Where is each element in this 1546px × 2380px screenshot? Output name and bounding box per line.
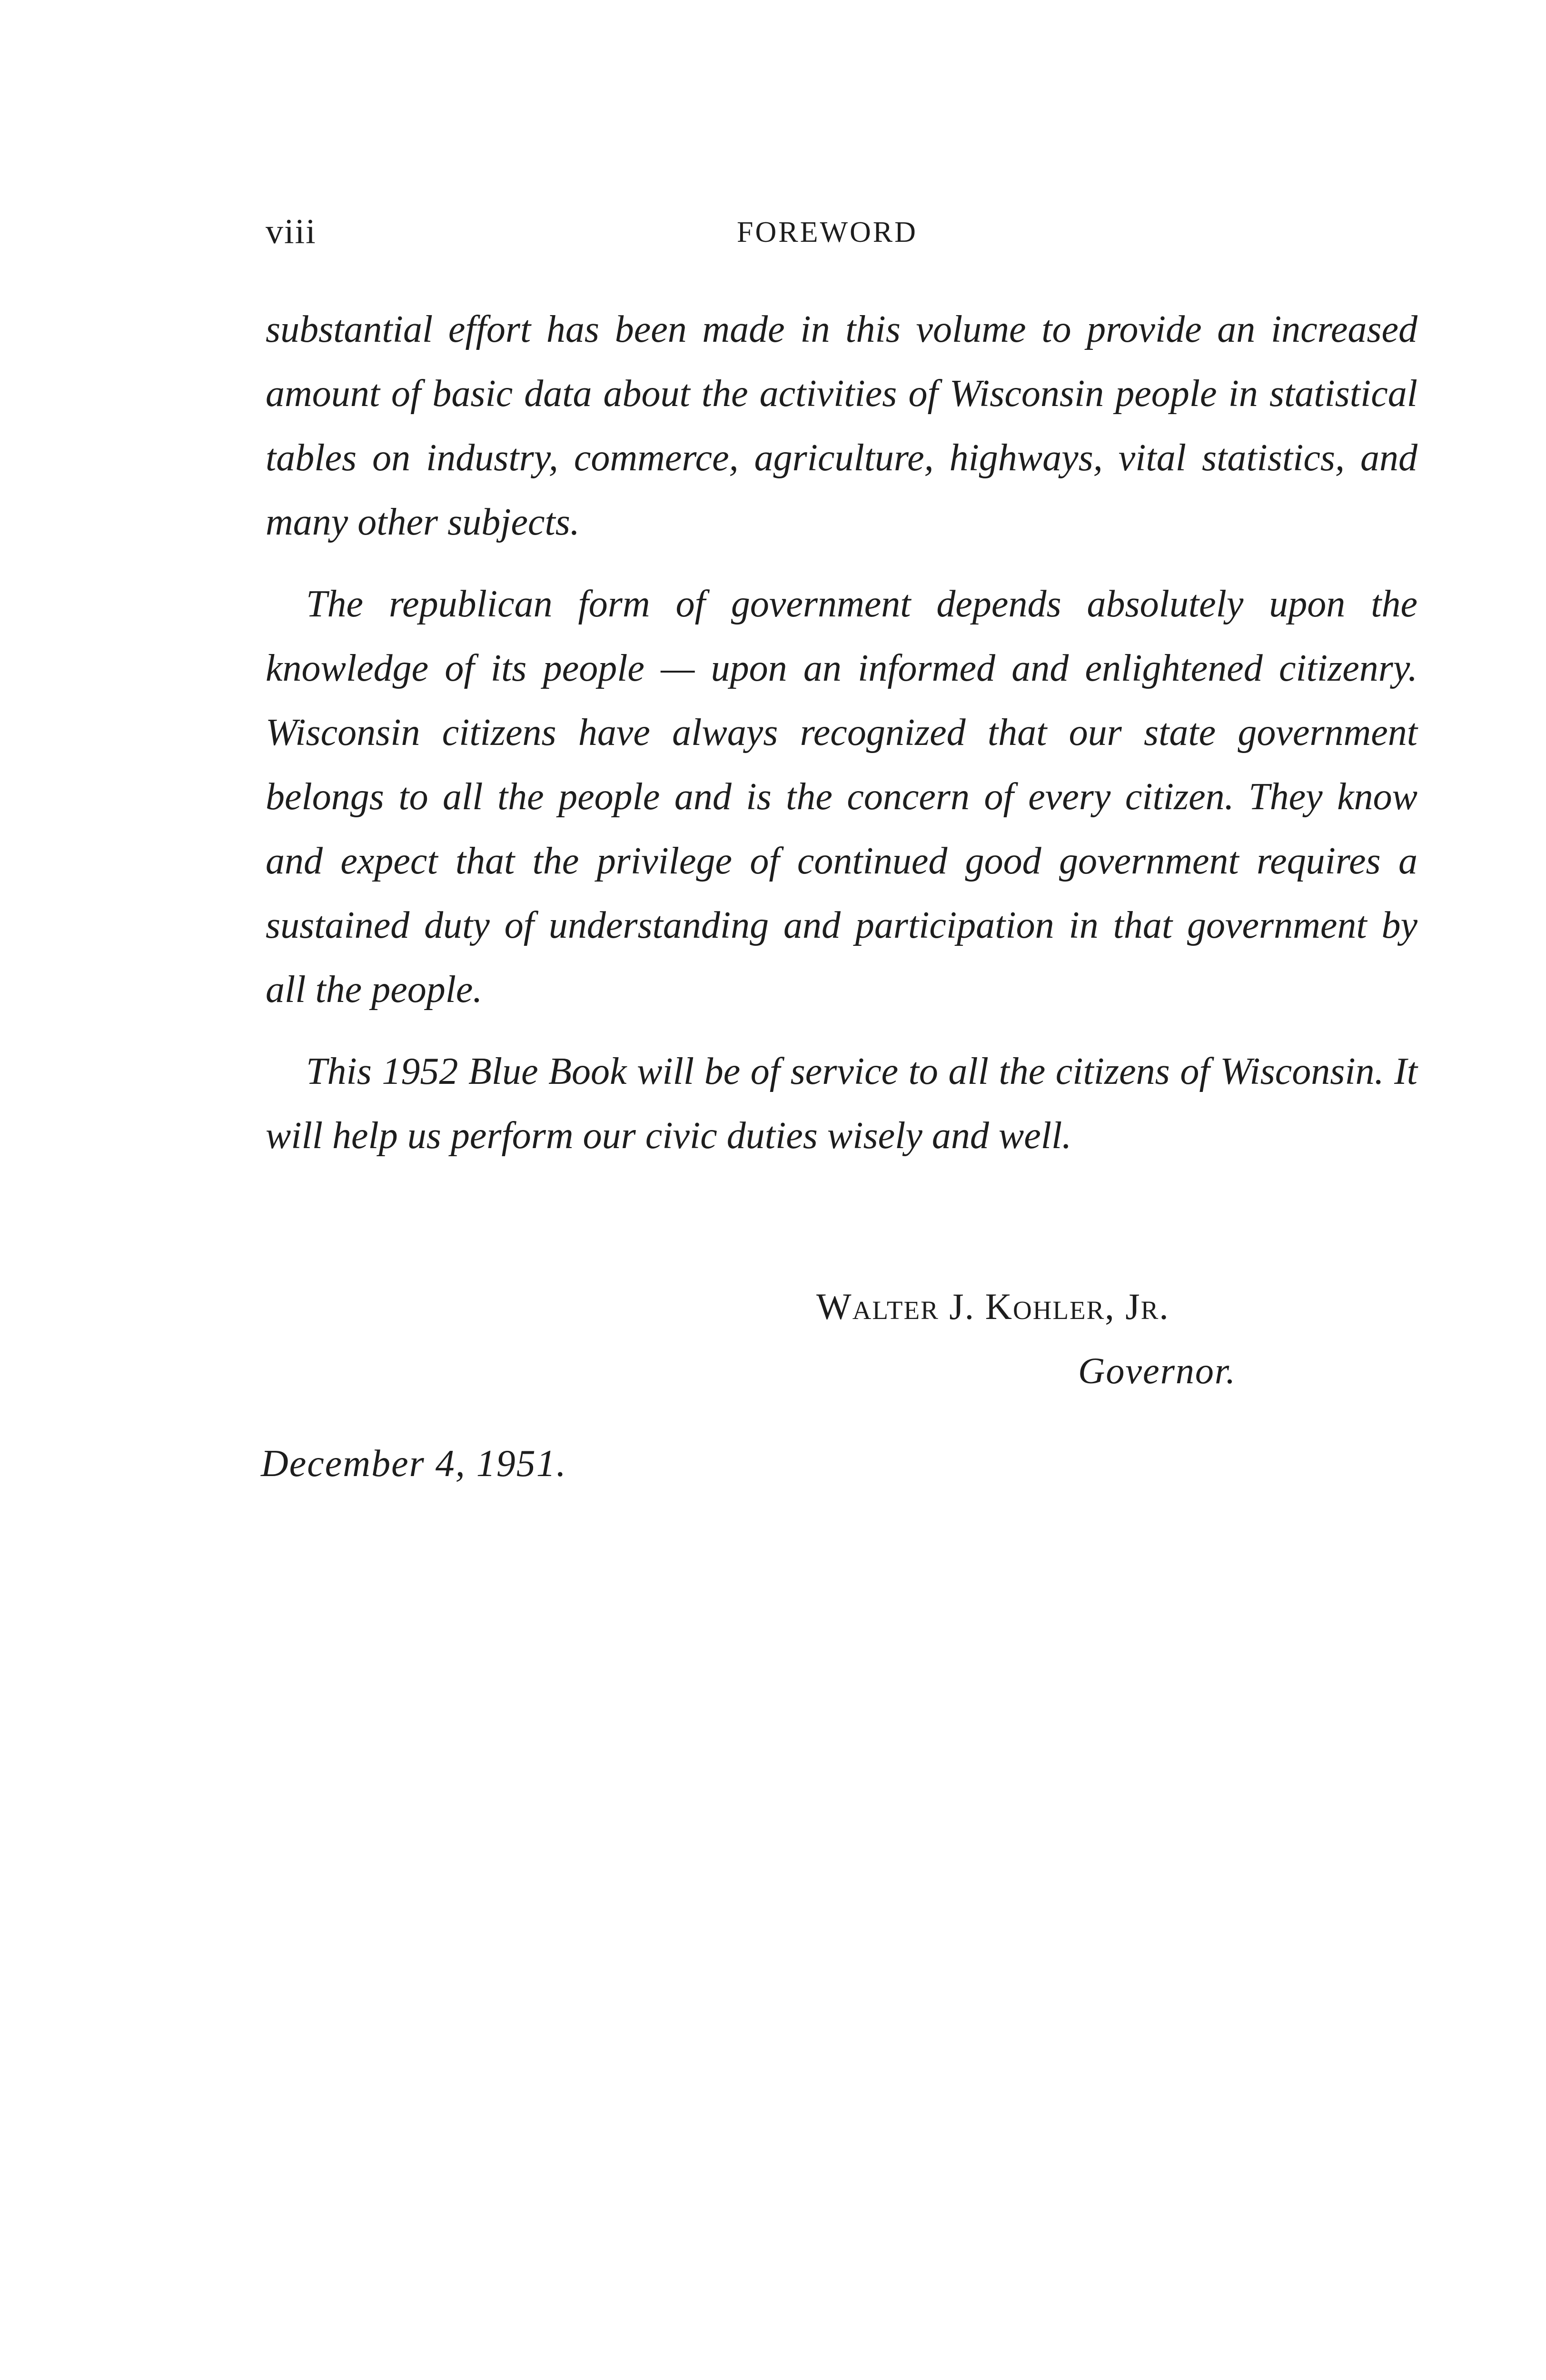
paragraph-continued: substantial effort has been made in this volume to provide an increased amount of basic data about the activities of Wisconsin people in statistical tables on industry, commerce, agriculture, highways, vital statistics, and many other subjects. (266, 308, 1417, 543)
paragraph-blue-book: This 1952 Blue Book will be of service to all the citizens of Wisconsin. It will help us perform our civic duties wisely and well. (266, 1051, 1417, 1157)
signature-title: Governor. (1078, 1350, 1237, 1391)
page-header (266, 212, 1422, 259)
paragraph-republican-government: The republican form of government depends absolutely upon the knowledge of its people — upon an informed and enlightened citizenry. Wisconsin citizens have always recognized that our state government belongs to all the people and is the concern of every citizen. They know and expect that the privilege of continued good government requires a sustained duty of understanding and participation in that government by all the people. (266, 583, 1417, 1011)
signature-name: Walter J. Kohler, Jr. (816, 1286, 1169, 1327)
date-line: December 4, 1951. (261, 1443, 567, 1485)
running-head: FOREWORD (737, 216, 918, 248)
foreword-body (266, 298, 1417, 1168)
page-number: viii (266, 212, 317, 251)
